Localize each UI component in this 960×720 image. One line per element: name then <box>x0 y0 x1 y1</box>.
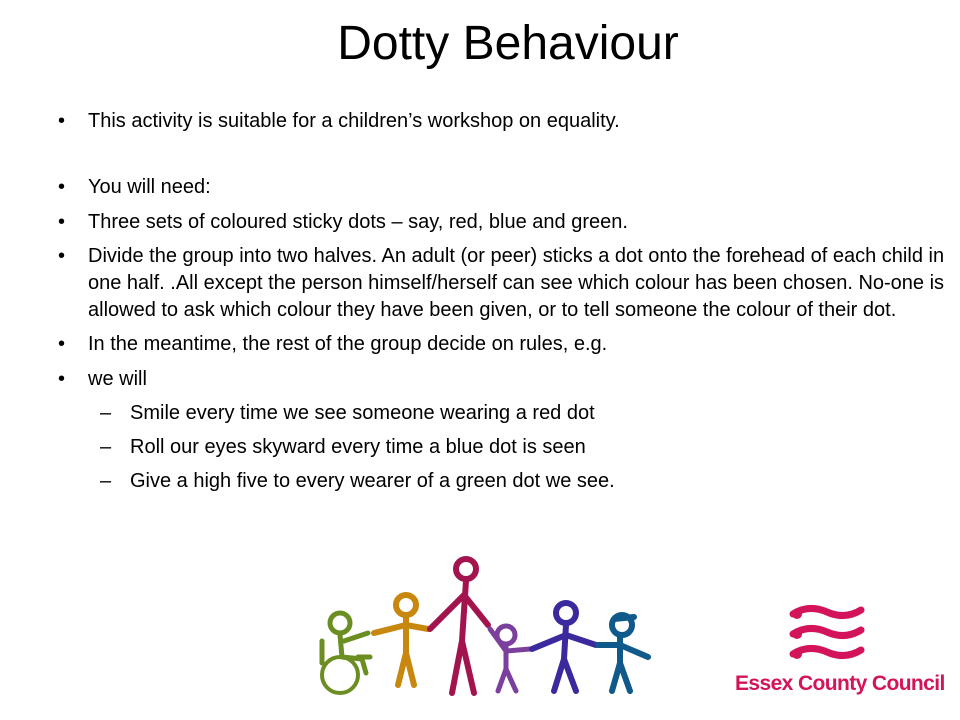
bullet-text: we will <box>88 368 147 390</box>
sub-bullet-item <box>48 468 948 495</box>
sub-bullet-item <box>48 434 948 461</box>
bullet-item <box>48 243 948 324</box>
bullet-marker: • <box>58 176 66 198</box>
bullet-text: In the meantime, the rest of the group decide on rules, e.g. <box>88 333 608 355</box>
child-figure-wheelchair <box>322 613 370 693</box>
slide-body <box>48 108 948 495</box>
sub-bullet-text: Give a high five to every wearer of a green dot we see. <box>130 470 615 492</box>
seaxes-emblem-icon <box>787 600 867 670</box>
sub-bullet-text: Roll our eyes skyward every time a blue dot is seen <box>130 436 586 458</box>
bullet-marker: • <box>58 333 66 355</box>
bullet-text: Divide the group into two halves. An adult (or peer) sticks a dot onto the forehead of each child in one half. .All except the person himself/herself can see which colour has been chosen. No-one is allowed to ask which colour they have been given, or to tell someone the colour of their dot. <box>88 245 945 321</box>
child-figure-orange <box>374 595 428 685</box>
bullet-text: Three sets of coloured sticky dots – say, red, blue and green. <box>88 211 628 233</box>
adult-figure <box>430 559 488 693</box>
bullet-item <box>48 331 948 358</box>
bullet-marker: • <box>58 368 66 390</box>
bullet-item <box>48 209 948 236</box>
sub-bullet-marker: – <box>100 436 112 458</box>
bullet-text: This activity is suitable for a children’s workshop on equality. <box>88 110 620 132</box>
bullet-item <box>48 366 948 393</box>
bullet-marker: • <box>58 110 66 132</box>
bullet-marker: • <box>58 245 66 267</box>
children-holding-hands-illustration <box>310 545 660 705</box>
child-figure-blue <box>532 603 596 691</box>
logo-wordmark: Essex County Council <box>735 672 945 695</box>
bullet-item <box>48 108 948 135</box>
bullet-item <box>48 174 948 201</box>
child-figure-purple <box>490 626 530 691</box>
sub-bullet-marker: – <box>100 402 112 424</box>
bullet-marker: • <box>58 211 66 233</box>
sub-bullet-marker: – <box>100 470 112 492</box>
essex-county-council-logo <box>735 600 945 700</box>
sub-bullet-text: Smile every time we see someone wearing a red dot <box>130 402 595 424</box>
bullet-text: You will need: <box>88 176 211 198</box>
sub-bullet-item <box>48 400 948 427</box>
slide-title: Dotty Behaviour <box>337 17 679 70</box>
child-figure-teal <box>598 615 648 691</box>
